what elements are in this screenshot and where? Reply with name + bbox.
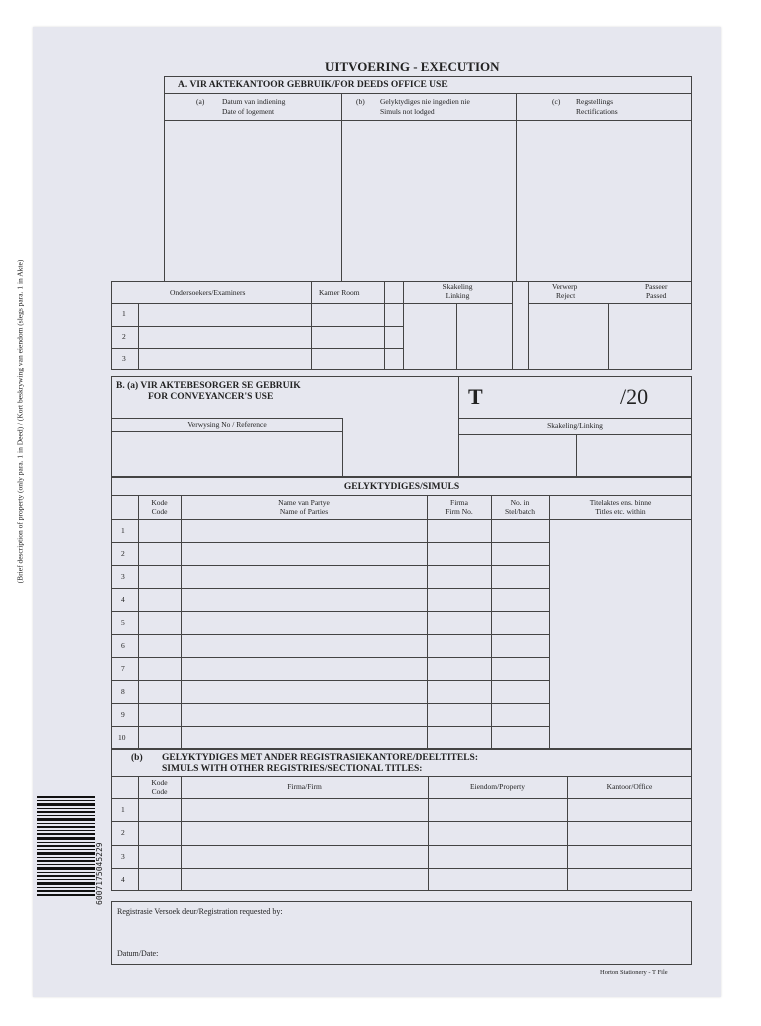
- b2-firma-label: Firma/Firm: [287, 782, 322, 791]
- simuls-table: [111, 477, 692, 749]
- simul-row-5: 5: [121, 618, 125, 627]
- simul-row-4: 4: [121, 595, 125, 604]
- col-a-line2: Date of logement: [222, 107, 275, 116]
- simul-row-8: 8: [121, 687, 125, 696]
- simul-row-10: 10: [118, 733, 126, 742]
- section-b2-heading-2: SIMULS WITH OTHER REGISTRIES/SECTIONAL TITLES:: [162, 764, 423, 774]
- form-title: UITVOERING - EXECUTION: [325, 59, 500, 74]
- exam-row-2: 2: [122, 332, 126, 341]
- titles-line1: Titelaktes ens. binne: [589, 498, 652, 507]
- col-c-num: (c): [552, 97, 561, 106]
- b2-kode-line1: Kode: [151, 778, 168, 787]
- simul-row-2: 2: [121, 549, 125, 558]
- footer-note: Horton Stationery - T File: [600, 969, 668, 976]
- simuls-heading: GELYKTYDIGES/SIMULS: [343, 482, 460, 492]
- kode-line2: Code: [151, 507, 168, 516]
- kamer-label: Kamer Room: [319, 288, 360, 297]
- b2-kantoor-label: Kantoor/Office: [606, 782, 653, 791]
- year-label: /20: [620, 384, 649, 409]
- skakeling-line1: Skakeling: [442, 282, 473, 291]
- exam-row-1: 1: [122, 309, 126, 318]
- b2-row-4: 4: [121, 875, 125, 884]
- b2-row-3: 3: [121, 852, 125, 861]
- reference-label: Verwysing No / Reference: [187, 420, 267, 429]
- section-b2-label: (b): [131, 753, 143, 763]
- firma-line2: Firm No.: [445, 507, 473, 516]
- section-b-heading-1: B. (a) VIR AKTEBESORGER SE GEBRUIK: [116, 381, 301, 391]
- simul-row-9: 9: [121, 710, 125, 719]
- col-c-line1: Regstellings: [576, 97, 614, 106]
- skakeling-line2: Linking: [445, 291, 470, 300]
- b2-eiendom-label: Eiendom/Property: [470, 782, 525, 791]
- name-line2: Name of Parties: [279, 507, 329, 516]
- col-a-num: (a): [196, 97, 205, 106]
- section-a-heading: A. VIR AKTEKANTOOR GEBRUIK/FOR DEEDS OFFICE USE: [178, 80, 448, 90]
- no-line2: Stel/batch: [505, 507, 535, 516]
- col-a-line1: Datum van indiening: [222, 97, 286, 106]
- b2-row-1: 1: [121, 805, 125, 814]
- col-c-line2: Rectifications: [576, 107, 618, 116]
- col-b-line2: Simuls not lodged: [380, 107, 435, 116]
- examiners-label: Ondersoekers/Examiners: [170, 288, 246, 297]
- section-b2-heading-1: GELYKTYDIGES MET ANDER REGISTRASIEKANTORE/DEELTITELS:: [162, 753, 478, 763]
- col-b-num: (b): [356, 97, 365, 106]
- simul-row-7: 7: [121, 664, 125, 673]
- passeer-line2: Passed: [646, 291, 667, 300]
- side-note: (Brief description of property (only para. 1 in Deed) / (Kort beskrywing van eiendom (slegs para. 1 in Akte): [15, 259, 25, 584]
- exam-row-3: 3: [122, 354, 126, 363]
- col-b-line1: Gelyktydiges nie ingedien nie: [380, 97, 470, 106]
- verwerp-line2: Reject: [556, 291, 576, 300]
- section-b-heading-2: FOR CONVEYANCER'S USE: [148, 392, 274, 402]
- titles-line2: Titles etc. within: [595, 507, 646, 516]
- firma-line1: Firma: [450, 498, 468, 507]
- registration-requested-by: Registrasie Versoek deur/Registration requested by:: [117, 907, 283, 916]
- barcode-number: 6007175045229: [95, 842, 104, 905]
- no-line1: No. in: [510, 498, 530, 507]
- simul-row-1: 1: [121, 526, 125, 535]
- simul-row-6: 6: [121, 641, 125, 650]
- skakeling-linking-label: Skakeling/Linking: [547, 421, 603, 430]
- t-label: T: [468, 384, 483, 409]
- name-line1: Name van Partye: [278, 498, 330, 507]
- passeer-line1: Passeer: [645, 282, 668, 291]
- verwerp-line1: Verwerp: [552, 282, 578, 291]
- kode-line1: Kode: [151, 498, 168, 507]
- barcode-icon: [37, 796, 95, 896]
- simul-row-3: 3: [121, 572, 125, 581]
- b2-row-2: 2: [121, 828, 125, 837]
- registration-date: Datum/Date:: [117, 949, 159, 958]
- b2-kode-line2: Code: [151, 787, 168, 796]
